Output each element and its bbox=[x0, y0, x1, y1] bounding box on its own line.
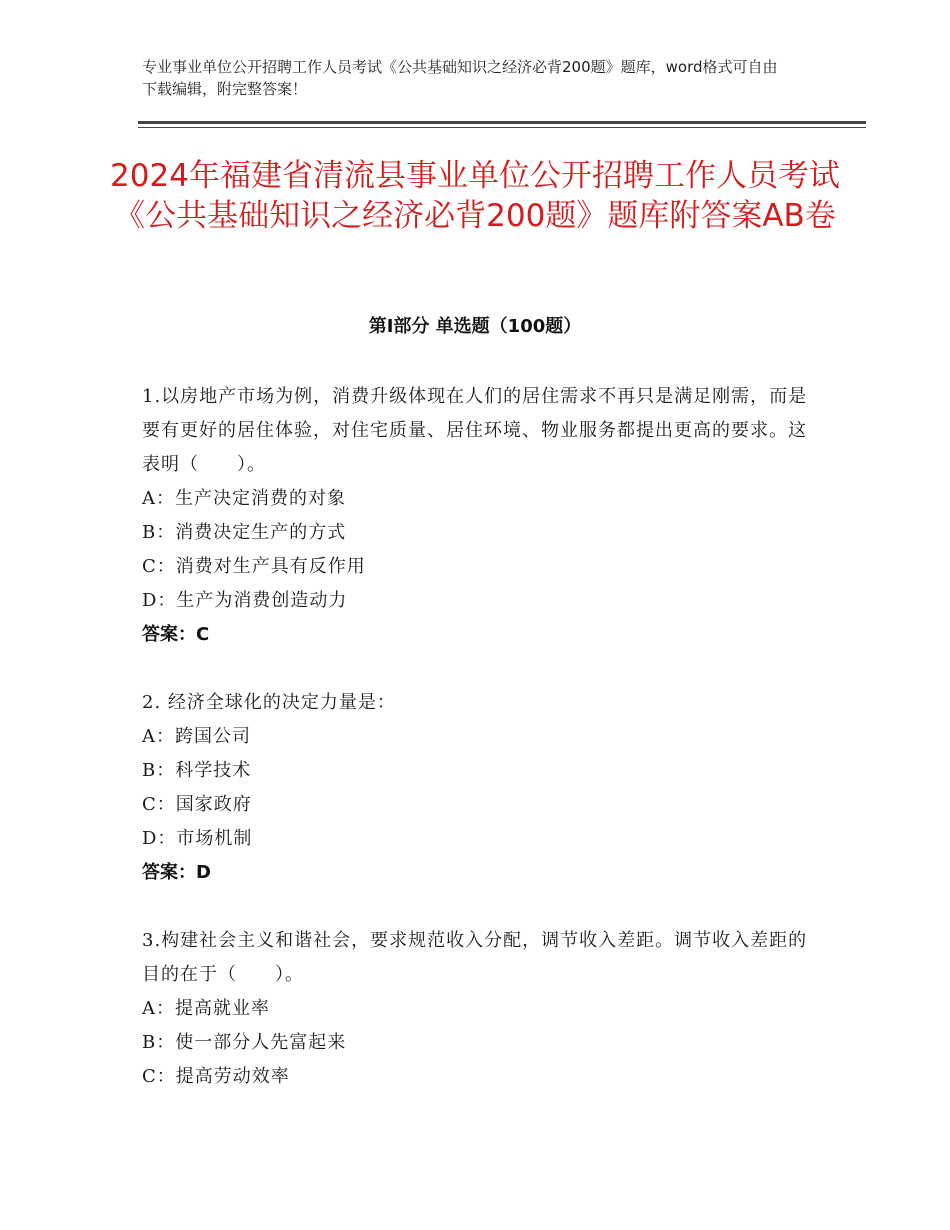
question-3 bbox=[142, 924, 812, 1094]
option-c: C：提高劳动效率 bbox=[142, 1066, 290, 1087]
option-a: A：跨国公司 bbox=[142, 726, 251, 747]
header-divider-thick bbox=[138, 121, 866, 124]
question-stem: 2. 经济全球化的决定力量是： bbox=[142, 692, 396, 713]
section-heading: 第Ⅰ部分 单选题（100题） bbox=[368, 316, 582, 337]
option-d: D：市场机制 bbox=[142, 828, 253, 849]
option-d: D：生产为消费创造动力 bbox=[142, 590, 348, 611]
option-a: A：生产决定消费的对象 bbox=[142, 488, 346, 509]
header-divider-thin bbox=[138, 127, 866, 128]
question-list bbox=[142, 380, 812, 1128]
option-b: B：使一部分人先富起来 bbox=[142, 1032, 347, 1053]
question-stem: 1.以房地产市场为例，消费升级体现在人们的居住需求不再只是满足刚需，而是要有更好的居住体验，对住宅质量、居住环境、物业服务都提出更高的要求。这表明（ ）。 bbox=[142, 386, 808, 475]
option-b: B：消费决定生产的方式 bbox=[142, 522, 347, 543]
answer-line: 答案：D bbox=[142, 862, 211, 883]
question-1 bbox=[142, 380, 812, 652]
option-c: C：消费对生产具有反作用 bbox=[142, 556, 366, 577]
question-2 bbox=[142, 686, 812, 890]
option-a: A：提高就业率 bbox=[142, 998, 270, 1019]
answer-line: 答案：C bbox=[142, 624, 210, 645]
option-b: B：科学技术 bbox=[142, 760, 252, 781]
option-c: C：国家政府 bbox=[142, 794, 252, 815]
question-stem: 3.构建社会主义和谐社会，要求规范收入分配，调节收入差距。调节收入差距的目的在于（ ）。 bbox=[142, 930, 808, 985]
header-note: 专业事业单位公开招聘工作人员考试《公共基础知识之经济必背200题》题库，word格式可自由下载编辑，附完整答案！ bbox=[142, 58, 778, 98]
document-title: 2024年福建省清流县事业单位公开招聘工作人员考试《公共基础知识之经济必背200题》题库附答案AB卷 bbox=[110, 158, 840, 234]
